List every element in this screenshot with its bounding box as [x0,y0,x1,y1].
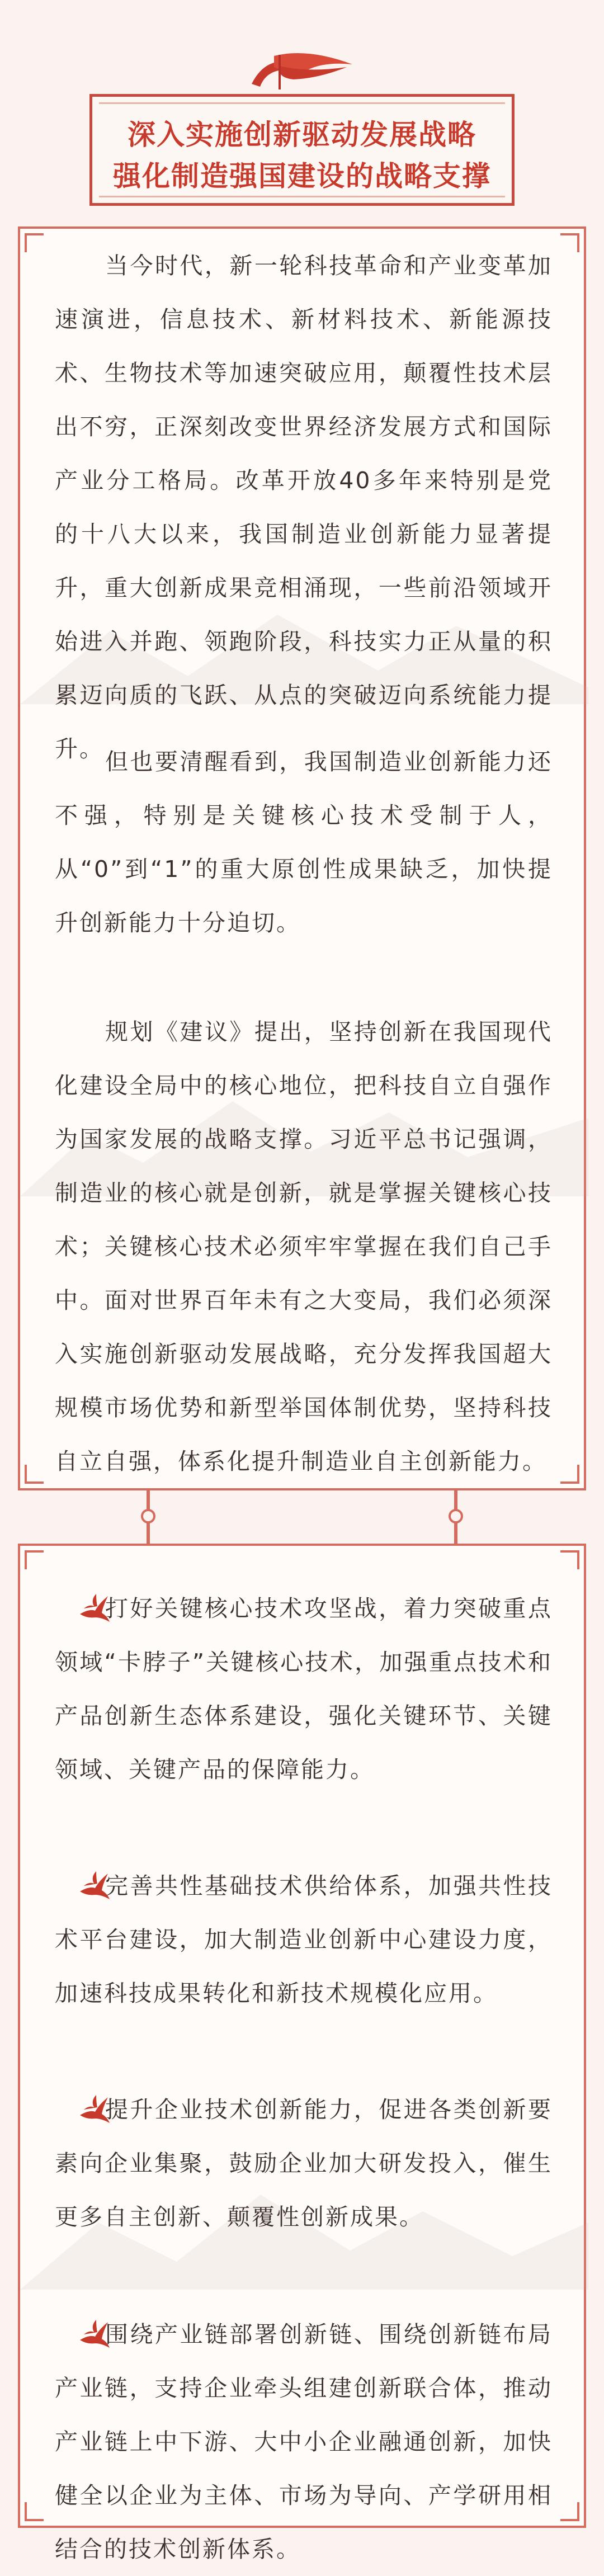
swallow-icon [77,2093,111,2126]
list-item [55,2083,553,2244]
corner-ornament [25,233,44,252]
corner-ornament [560,2502,579,2521]
list-item [55,1859,553,2020]
list-item-text: 完善共性基础技术供给体系，加强共性技术平台建设，加大制造业创新中心建设力度，加速科技成果转化和新技术规模化应用。 [55,1872,553,2007]
paragraph: 但也要清醒看到，我国制造业创新能力还不强，特别是关键核心技术受制于人，从“0”到“1”的重大原创性成果缺乏，加快提升创新能力十分迫切。 [55,748,553,936]
connector-ring [449,1509,463,1523]
list-item-text: 提升企业技术创新能力，促进各类创新要素向企业集聚，鼓励企业加大研发投入，催生更多自主创新、颠覆性创新成果。 [55,2096,553,2230]
swallow-icon [77,2318,111,2351]
intro-panel [18,227,586,1490]
measures-panel [18,1544,586,2563]
connector-ring [141,1509,155,1523]
paragraph: 当今时代，新一轮科技革命和产业变革加速演进，信息技术、新材料技术、新能源技术、生物技术等加速突破应用，颠覆性技术层出不穷，正深刻改变世界经济发展方式和国际产业分工格局。改革开放40多年来特别是党的十八大以来，我国制造业创新能力显著提升，重大创新成果竞相涌现，一些前沿领域开始进入并跑、领跑阶段，科技实力正从量的积累迈向质的飞跃、从点的突破迈向系统能力提升。 [55,252,553,762]
corner-ornament [25,1550,44,1569]
page-title-line-1: 深入实施创新驱动发展战略 [128,119,476,151]
corner-ornament [560,1550,579,1569]
corner-ornament [25,1465,44,1484]
corner-ornament [560,233,579,252]
list-item [55,1582,553,1796]
title-divider-top [99,102,505,104]
corner-ornament [25,2502,44,2521]
page-title-line-2: 强化制造强国建设的战略支撑 [113,160,491,192]
title-divider-bottom [99,196,505,197]
red-flag-icon [240,45,364,95]
swallow-icon [77,1592,111,1625]
swallow-icon [77,1869,111,1903]
list-item-text: 围绕产业链部署创新链、围绕创新链布局产业链，支持企业牵头组建创新联合体，推动产业链上中下游、大中小企业融通创新，加快健全以企业为主体、市场为导向、产学研用相结合的技术创新体系。 [55,2321,553,2563]
list-item-text: 打好关键核心技术攻坚战，着力突破重点领域“卡脖子”关键核心技术，加强重点技术和产品创新生态体系建设，强化关键环节、关键领域、关键产品的保障能力。 [55,1595,553,1783]
list-item [55,2308,553,2576]
corner-ornament [560,1465,579,1484]
paragraph: 规划《建议》提出，坚持创新在我国现代化建设全局中的核心地位，把科技自立自强作为国家发展的战略支撑。习近平总书记强调，制造业的核心就是创新，就是掌握关键核心技术；关键核心技术必须牢牢掌握在我们自己手中。面对世界百年未有之大变局，我们必须深入实施创新驱动发展战略，充分发挥我国超大规模市场优势和新型举国体制优势，坚持科技自立自强，体系化提升制造业自主创新能力。 [55,1018,553,1475]
title-box [89,94,515,206]
